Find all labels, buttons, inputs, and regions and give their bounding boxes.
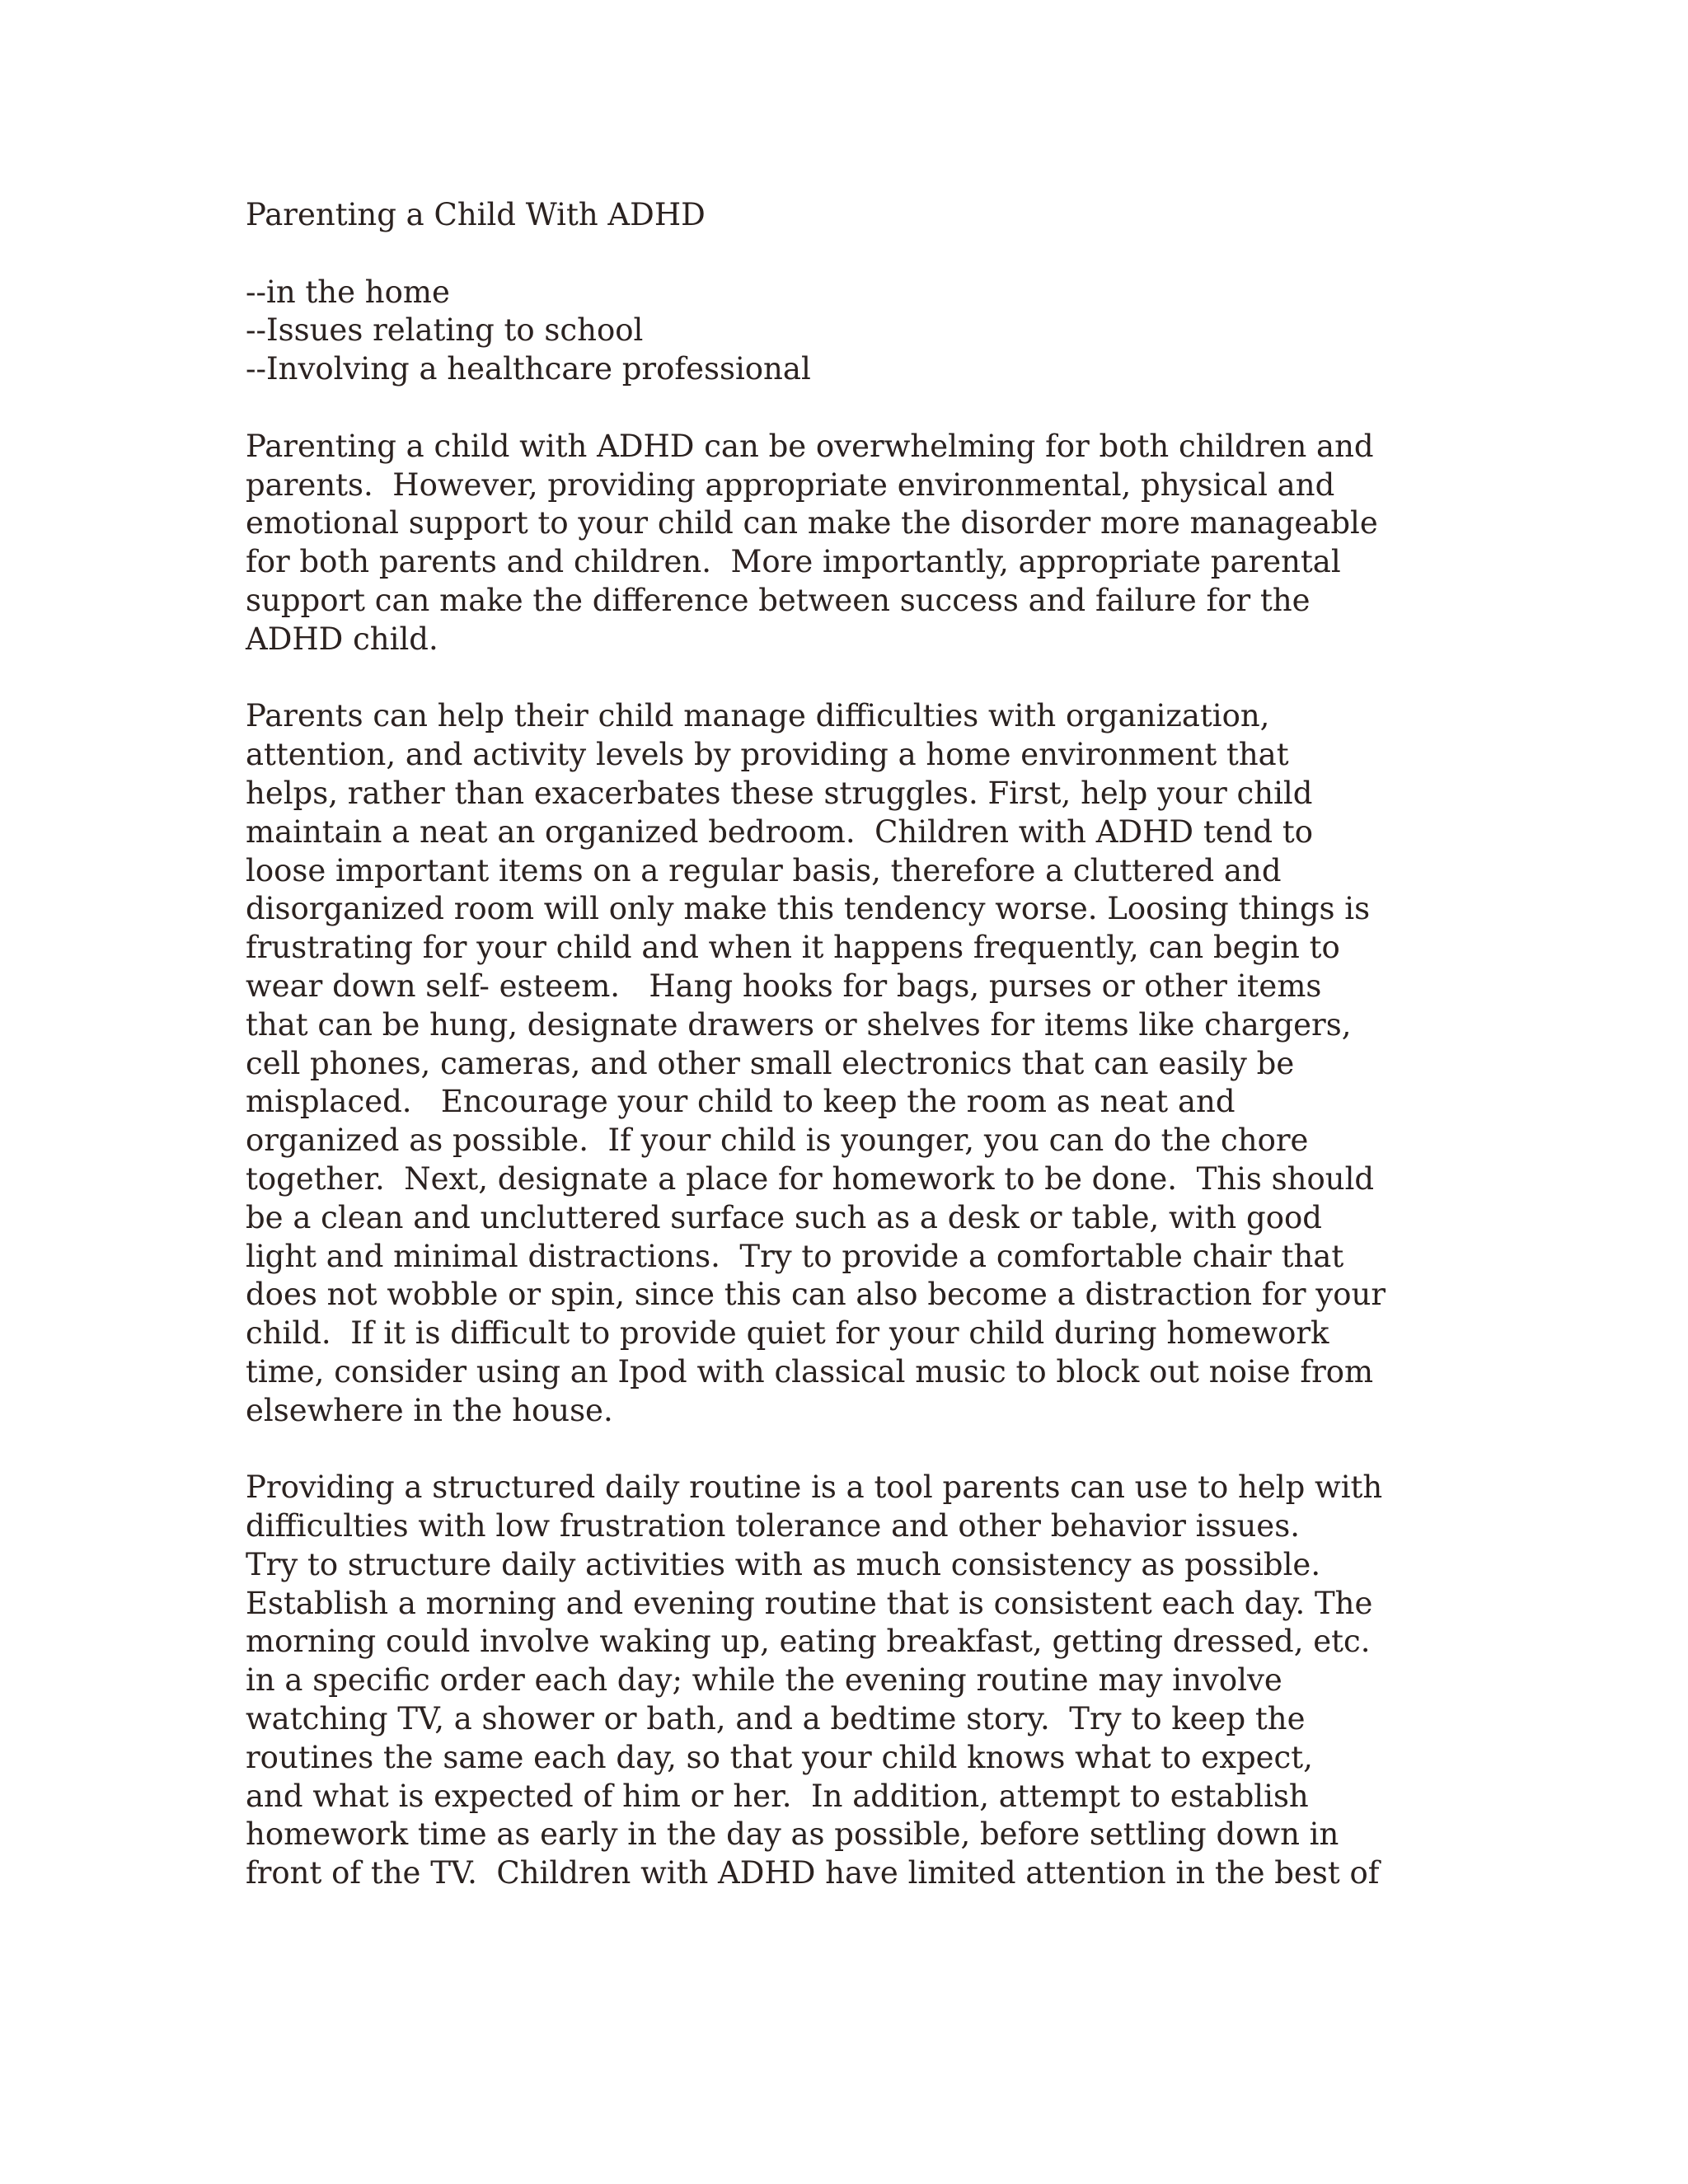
paragraph-line: disorganized room will only make this tendency worse. Loosing things is: [246, 891, 1371, 927]
paragraph-line: does not wobble or spin, since this can also become a distraction for your: [246, 1277, 1386, 1313]
paragraph-2: [246, 697, 1482, 1430]
paragraph-line: elsewhere in the house.: [246, 1392, 613, 1428]
paragraph-line: and what is expected of him or her. In addition, attempt to establish: [246, 1778, 1309, 1814]
paragraph-line: watching TV, a shower or bath, and a bedtime story. Try to keep the: [246, 1701, 1306, 1737]
paragraph-line: parents. However, providing appropriate environmental, physical and: [246, 466, 1335, 503]
paragraph-line: together. Next, designate a place for homework to be done. This should: [246, 1160, 1375, 1197]
paragraph-line: in a specific order each day; while the evening routine may involve: [246, 1662, 1282, 1699]
paragraph-line: routines the same each day, so that your child knows what to expect,: [246, 1739, 1313, 1775]
paragraph-1: [246, 428, 1482, 659]
paragraph-line: that can be hung, designate drawers or shelves for items like chargers,: [246, 1006, 1352, 1043]
title-line: Parenting a Child With ADHD: [246, 197, 706, 232]
paragraph-line: for both parents and children. More importantly, appropriate parental: [246, 544, 1341, 580]
topic-item: --Issues relating to school: [246, 312, 644, 349]
document-title: [246, 196, 1482, 235]
paragraph-line: Providing a structured daily routine is a tool parents can use to help with: [246, 1469, 1383, 1506]
topic-item: --in the home: [246, 274, 450, 310]
paragraph-line: ADHD child.: [246, 621, 438, 657]
paragraph-line: cell phones, cameras, and other small electronics that can easily be: [246, 1045, 1295, 1081]
paragraph-line: maintain a neat an organized bedroom. Children with ADHD tend to: [246, 813, 1314, 850]
paragraph-line: helps, rather than exacerbates these struggles. First, help your child: [246, 775, 1313, 811]
paragraph-line: Parenting a child with ADHD can be overwhelming for both children and: [246, 428, 1374, 464]
paragraph-3: [246, 1469, 1482, 1893]
paragraph-line: front of the TV. Children with ADHD have limited attention in the best of: [246, 1855, 1380, 1891]
paragraph-line: misplaced. Encourage your child to keep the room as neat and: [246, 1084, 1236, 1120]
paragraph-line: emotional support to your child can make the disorder more manageable: [246, 505, 1378, 541]
paragraph-line: frustrating for your child and when it happens frequently, can begin to: [246, 930, 1340, 966]
topic-item: --Involving a healthcare professional: [246, 351, 811, 387]
document-content: [246, 196, 1482, 1932]
paragraph-line: Try to structure daily activities with as much consistency as possible.: [246, 1546, 1321, 1582]
paragraph-line: attention, and activity levels by providing a home environment that: [246, 737, 1289, 773]
topic-list: [246, 274, 1482, 389]
paragraph-line: organized as possible. If your child is younger, you can do the chore: [246, 1122, 1309, 1159]
paragraph-line: child. If it is difficult to provide quiet for your child during homework: [246, 1315, 1329, 1352]
paragraph-line: wear down self- esteem. Hang hooks for bags, purses or other items: [246, 968, 1322, 1004]
paragraph-line: difficulties with low frustration tolerance and other behavior issues.: [246, 1508, 1300, 1544]
paragraph-line: Parents can help their child manage difficulties with organization,: [246, 698, 1270, 734]
paragraph-line: light and minimal distractions. Try to provide a comfortable chair that: [246, 1238, 1344, 1274]
paragraph-line: morning could involve waking up, eating breakfast, getting dressed, etc.: [246, 1624, 1371, 1660]
paragraph-line: homework time as early in the day as possible, before settling down in: [246, 1816, 1339, 1853]
paragraph-line: loose important items on a regular basis, therefore a cluttered and: [246, 852, 1282, 888]
paragraph-line: support can make the difference between success and failure for the: [246, 582, 1311, 618]
paragraph-line: time, consider using an Ipod with classical music to block out noise from: [246, 1353, 1374, 1390]
paragraph-line: Establish a morning and evening routine that is consistent each day. The: [246, 1585, 1373, 1621]
paragraph-line: be a clean and uncluttered surface such as a desk or table, with good: [246, 1199, 1322, 1235]
